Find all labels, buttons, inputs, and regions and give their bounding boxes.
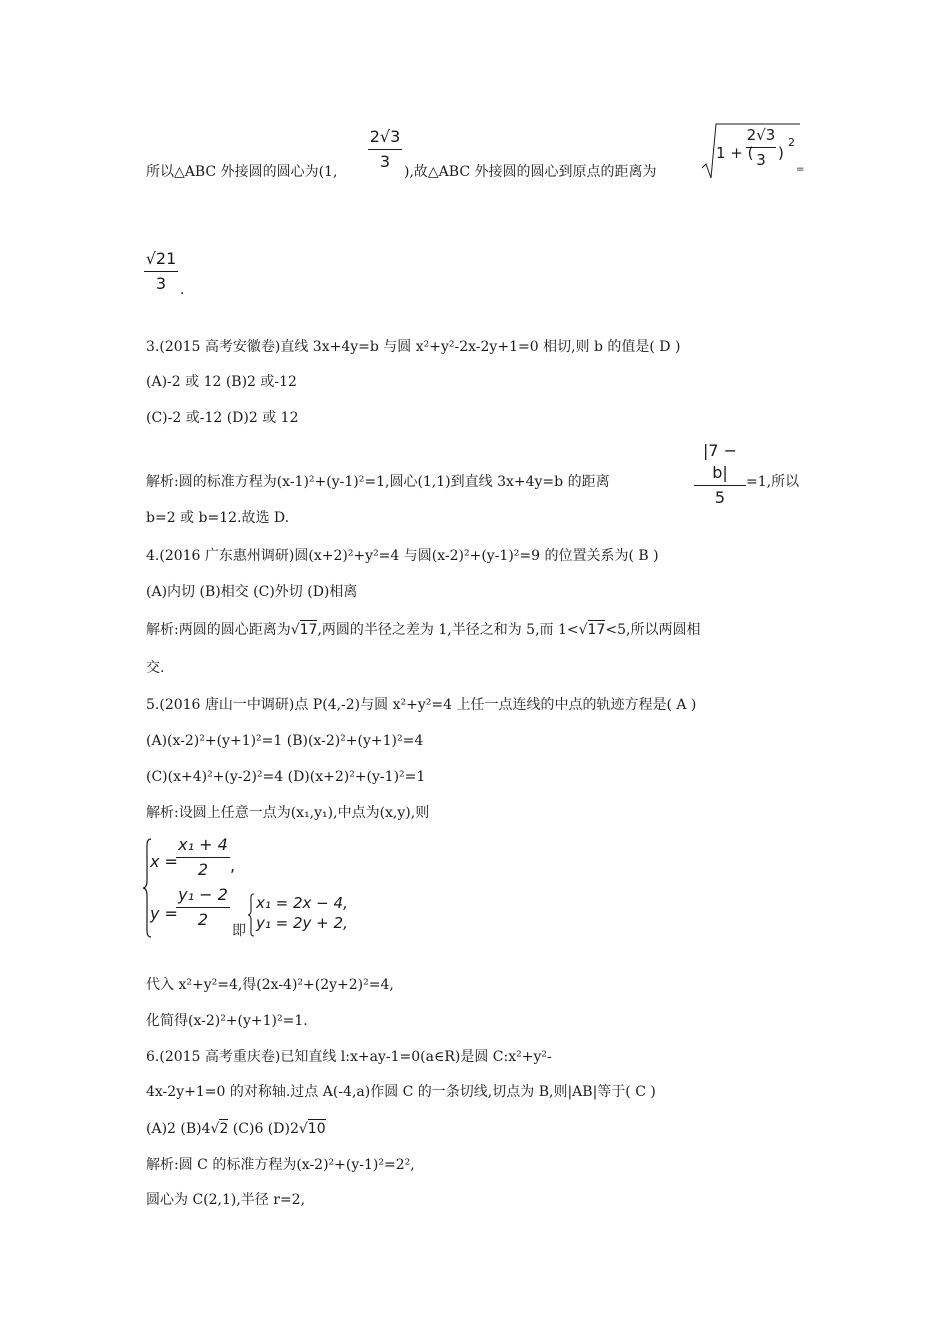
q4-sqrt17-b: 17 (587, 622, 606, 638)
sqrt-exp: 2 (788, 136, 795, 149)
frac-den: 3 (379, 152, 391, 171)
q3-solution: 解析:圆的标准方程为(x-1)²+(y-1)²=1,圆心(1,1)到直线 3x+4y=b 的距离 (146, 474, 610, 490)
result-row1: x₁ = 2x − 4, (256, 894, 348, 912)
center-y-fraction (368, 126, 402, 173)
q4-sol-c: <5,所以两圆相 (605, 622, 701, 638)
q3-distance-fraction (694, 440, 746, 509)
sys1-den: 2 (197, 860, 209, 879)
sqrt-expr-a: 1 + ( (716, 144, 754, 162)
left-brace-small-icon (247, 893, 255, 937)
sqrt-inner-fraction (746, 124, 776, 171)
line1-middle: ),故△ABC 外接圆的圆心到原点的距离为 (404, 164, 657, 180)
q5-stem: 5.(2016 唐山一中调研)点 P(4,-2)与圆 x²+y²=4 上任一点连线的中点的轨迹方程是( A ) (146, 697, 697, 713)
sys2-num: y₁ − 2 (178, 885, 228, 904)
result-den: 3 (155, 274, 167, 293)
sys2-fraction (176, 884, 230, 931)
q3-options-cd: (C)-2 或-12 (D)2 或 12 (146, 410, 299, 426)
sqrt-inner-num: 2√3 (746, 126, 776, 144)
sqrt-icon: √ (578, 622, 588, 638)
q4-solution (146, 620, 700, 640)
result-num: √21 (145, 249, 177, 268)
line1-prefix: 所以△ABC 外接圆的圆心为(1, (146, 164, 338, 180)
result-row2: y₁ = 2y + 2, (256, 914, 348, 932)
q3-stem: 3.(2015 高考安徽卷)直线 3x+4y=b 与圆 x²+y²-2x-2y+1=0 相切,则 b 的值是( D ) (146, 339, 681, 355)
q3-frac-num: |7 − b| (702, 441, 738, 482)
q3-frac-den: 5 (714, 488, 726, 507)
q6-opt-cd: (C)6 (D)2 (228, 1121, 299, 1137)
q6-solution-line1: 解析:圆 C 的标准方程为(x-2)²+(y-1)²=2², (146, 1157, 415, 1173)
sqrt-icon: √ (210, 1121, 220, 1137)
q4-sqrt17-a: 17 (299, 622, 318, 638)
q6-opt-ab: (A)2 (B)4 (146, 1121, 211, 1137)
q6-rad-10: 10 (307, 1121, 326, 1137)
q6-stem-line1: 6.(2015 高考重庆卷)已知直线 l:x+ay-1=0(a∈R)是圆 C:x²+y²- (146, 1049, 552, 1065)
frac-num: 2√3 (369, 127, 401, 146)
q5-options-ab: (A)(x-2)²+(y+1)²=1 (B)(x-2)²+(y+1)²=4 (146, 733, 424, 749)
q3-solution-line2: b=2 或 b=12.故选 D. (146, 510, 290, 526)
ji-label: 即 (232, 923, 246, 939)
sys1-tail: , (230, 856, 236, 875)
sys2-den: 2 (197, 910, 209, 929)
q5-substitution: 代入 x²+y²=4,得(2x-4)²+(2y+2)²=4, (146, 977, 394, 993)
sys1-fraction (176, 834, 230, 881)
q3-solution-tail: =1,所以 (746, 474, 800, 490)
q4-sol-b: ,两圆的半径之差为 1,半径之和为 5,而 1< (317, 622, 579, 638)
q6-solution-line2: 圆心为 C(2,1),半径 r=2, (146, 1192, 306, 1208)
sqrt-inner-den: 3 (756, 151, 766, 169)
q4-stem: 4.(2016 广东惠州调研)圆(x+2)²+y²=4 与圆(x-2)²+(y-1)²=9 的位置关系为( B ) (146, 548, 659, 564)
line1-text (146, 162, 337, 182)
result-tail: . (180, 282, 185, 298)
q4-sol-a: 解析:两圆的圆心距离为 (146, 622, 291, 638)
sqrt-icon: √ (298, 1121, 308, 1137)
q6-rad-2: 2 (219, 1121, 229, 1137)
sqrt-icon: √ (290, 622, 300, 638)
sys1-num: x₁ + 4 (178, 835, 228, 854)
q4-options: (A)内切 (B)相交 (C)外切 (D)相离 (146, 584, 358, 600)
q3-options-ab: (A)-2 或 12 (B)2 或-12 (146, 374, 297, 390)
q6-options (146, 1119, 326, 1139)
q5-options-cd: (C)(x+4)²+(y-2)²=4 (D)(x+2)²+(y-1)²=1 (146, 769, 426, 785)
sys2-lhs: y = (150, 904, 178, 923)
result-fraction (144, 248, 178, 295)
q5-solution: 解析:设圆上任意一点为(x₁,y₁),中点为(x,y),则 (146, 805, 430, 821)
q6-stem-line2: 4x-2y+1=0 的对称轴.过点 A(-4,a)作圆 C 的一条切线,切点为 B,则|AB|等于( C ) (146, 1084, 656, 1100)
equals-sign: = (796, 164, 805, 175)
sqrt-expr-b: ) (778, 144, 784, 162)
q5-simplified: 化简得(x-2)²+(y+1)²=1. (146, 1013, 308, 1029)
sys1-lhs: x = (150, 852, 178, 871)
q4-solution-line2: 交. (146, 660, 165, 676)
